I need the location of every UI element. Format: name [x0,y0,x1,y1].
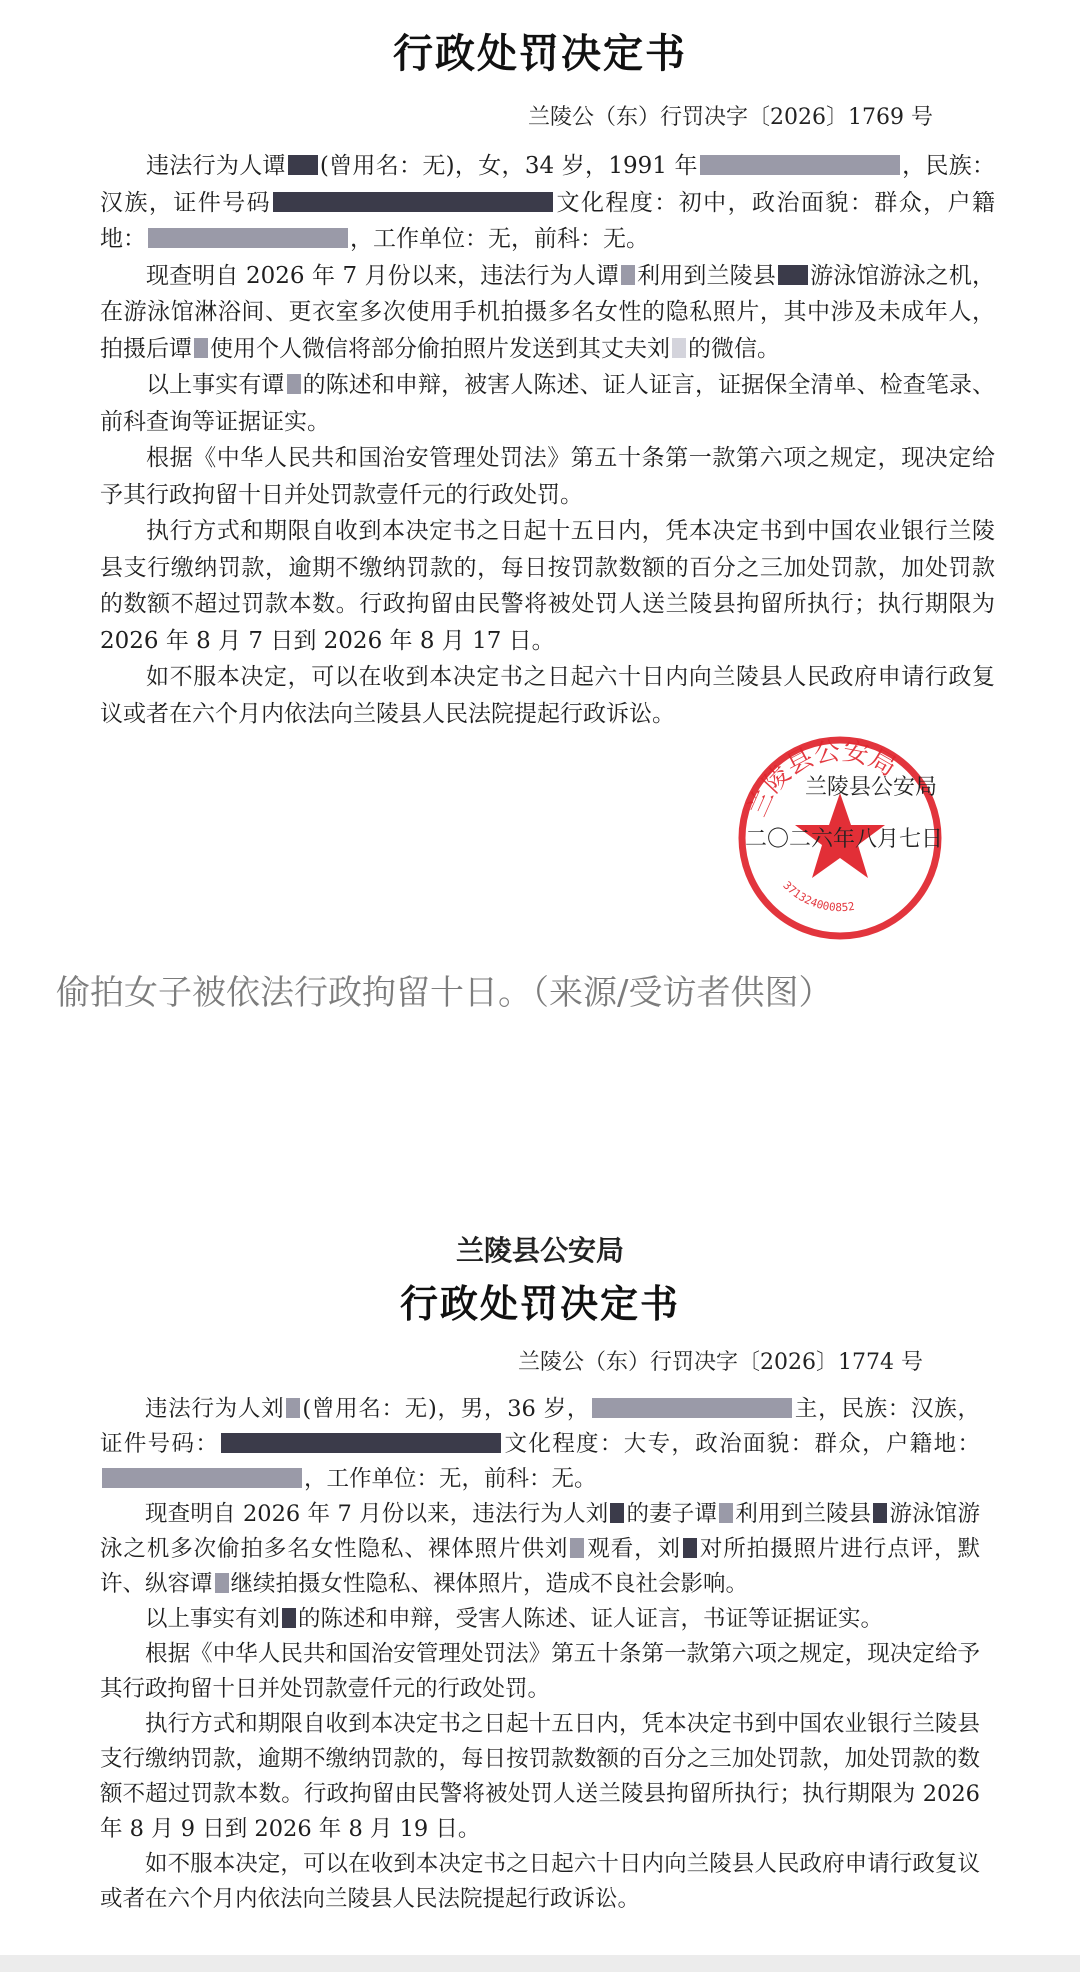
svg-text:兰陵县公安局: 兰陵县公安局 [742,736,902,822]
paragraph-offender-info: 违法行为人谭 (曾用名：无)，女，34 岁，1991 年 ，民族：汉族，证件号码 文化程度：初中，政治面貌：群众，户籍地： ，工作单位：无，前科：无。 [100,153,996,252]
paragraph-evidence: 以上事实有谭 的陈述和申辩，被害人陈述、证人证言，证据保全清单、检查笔录、前科查询等证据证实。 [100,372,995,435]
redaction [570,1538,584,1558]
issuing-office: 兰陵县公安局 [805,775,938,800]
redaction [592,1398,792,1418]
paragraph-evidence: 以上事实有刘 的陈述和申辩，受害人陈述、证人证言，书证等证据证实。 [145,1606,884,1632]
document-number: 兰陵公（东）行罚决字〔2026〕1774 号 [518,1350,923,1375]
paragraph-facts: 现查明自 2026 年 7 月份以来，违法行为人谭 利用到兰陵县 游泳馆游泳之机，在游泳馆淋浴间、更衣室多次使用手机拍摄多名女性的隐私照片，其中涉及未成年人，拍摄后谭 使用个人微信将部分偷拍照片发送到其丈夫刘 的微信。 [100,262,995,362]
bottom-divider [0,1955,1080,1972]
paragraph-appeal: 如不服本决定，可以在收到本决定书之日起六十日内向兰陵县人民政府申请行政复议或者在六个月内依法向兰陵县人民法院提起行政诉讼。 [100,1851,980,1912]
issue-date: 二〇二六年八月七日 [745,827,944,852]
redaction [288,155,318,175]
seal-number: 371324000852 [780,878,856,915]
redaction [683,1538,697,1558]
redaction [194,338,208,358]
document-title: 行政处罚决定书 [399,1281,680,1326]
paragraph-execution: 执行方式和期限自收到本决定书之日起十五日内，凭本决定书到中国农业银行兰陵县支行缴纳罚款，逾期不缴纳罚款的，每日按罚款数额的百分之三加处罚款，加处罚款的数额不超过罚款本数。行政拘留由民警将被处罚人送兰陵县拘留所执行；执行期限为 2026 年 8 月 9 日到 2026 年 8 月 19 日。 [100,1711,980,1842]
redaction [286,1398,300,1418]
redaction [221,1433,501,1453]
paragraph-facts: 现查明自 2026 年 7 月份以来，违法行为人刘 的妻子谭 利用到兰陵县 游泳馆游泳之机多次偷拍多名女性隐私、裸体照片供刘 观看，刘 对所拍摄照片进行点评，默许、纵容谭 继续拍摄女性隐私、裸体照片，造成不良社会影响。 [100,1501,980,1597]
paragraph-appeal: 如不服本决定，可以在收到本决定书之日起六十日内向兰陵县人民政府申请行政复议或者在六个月内依法向兰陵县人民法院提起行政诉讼。 [100,664,995,727]
redaction [621,265,635,285]
redaction [282,1608,296,1628]
penalty-document-2 [0,1215,1080,1972]
photo-caption: 偷拍女子被依法行政拘留十日。（来源/受访者供图） [56,973,833,1013]
document-number: 兰陵公（东）行罚决字〔2026〕1769 号 [528,105,933,130]
paragraph-legal-basis: 根据《中华人民共和国治安管理处罚法》第五十条第一款第六项之规定，现决定给予其行政拘留十日并处罚款壹仟元的行政处罚。 [100,445,995,508]
document-body [100,148,995,732]
redaction [148,228,348,248]
paragraph-execution: 执行方式和期限自收到本决定书之日起十五日内，凭本决定书到中国农业银行兰陵县支行缴纳罚款，逾期不缴纳罚款的，每日按罚款数额的百分之三加处罚款，加处罚款的数额不超过罚款本数。行政拘留由民警将被处罚人送兰陵县拘留所执行；执行期限为 2026 年 8 月 7 日到 2026 年 8 月 17 日。 [100,518,995,654]
paragraph-offender-info: 违法行为人刘 (曾用名：无)，男，36 岁， 主，民族：汉族，证件号码： 文化程度：大专，政治面貌：群众，户籍地：，工作单位：无，前科：无。 [100,1396,980,1492]
redaction [873,1503,887,1523]
issuer-header: 兰陵县公安局 [455,1234,624,1267]
redaction [102,1468,302,1488]
document-title: 行政处罚决定书 [393,30,687,77]
redaction [215,1573,229,1593]
redaction [273,192,553,212]
document-body [100,1392,980,1917]
redaction [778,265,808,285]
redaction [719,1503,733,1523]
svg-text:371324000852 [780,879,855,914]
redaction [700,155,900,175]
paragraph-legal-basis: 根据《中华人民共和国治安管理处罚法》第五十条第一款第六项之规定，现决定给予其行政拘留十日并处罚款壹仟元的行政处罚。 [100,1641,980,1702]
redaction [672,338,686,358]
redaction [287,374,301,394]
redaction [610,1503,624,1523]
